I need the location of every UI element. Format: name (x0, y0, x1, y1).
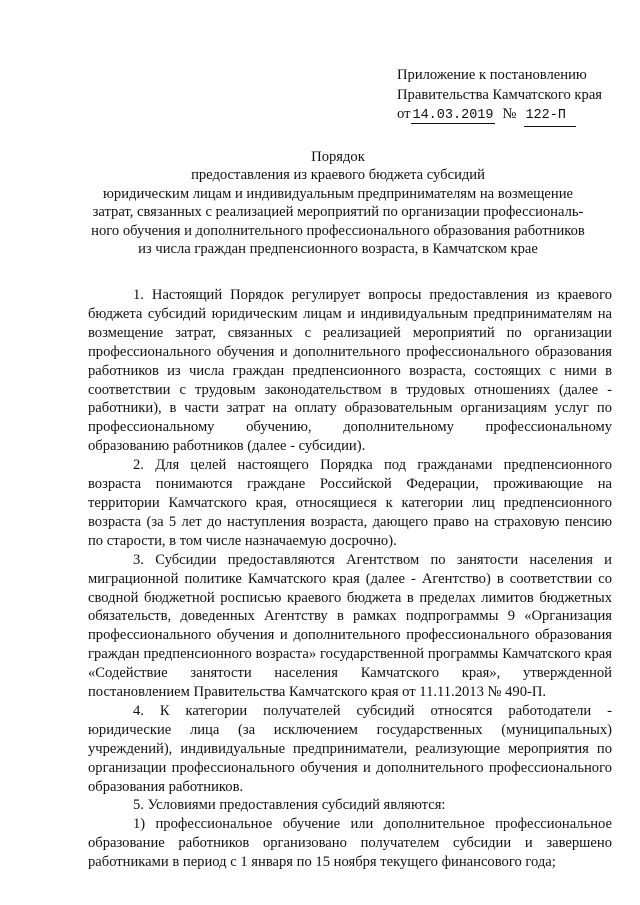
document-body (88, 286, 612, 872)
document-title (88, 148, 588, 258)
title-line-3: затрат, связанных с реализацией мероприятий по организации профессиональ- (92, 204, 584, 221)
title-line-4: ного обучения и дополнительного профессионального образования работников (91, 222, 585, 239)
appendix-line-1: Приложение к постановлению (397, 67, 587, 83)
appendix-number-label: № (502, 106, 517, 122)
appendix-date: 14.03.2019 (412, 108, 494, 123)
appendix-prefix: от (397, 106, 411, 122)
paragraph-4: 4. К категории получателей субсидий относятся работодатели - юридические лица (за исключением государственных (муниципальных) учреждений), индивидуальные предприниматели, реализующие мероприятия по организации профессионального обучения и дополнительного профессионального образования работников. (88, 702, 612, 795)
title-line-2: юридическим лицам и индивидуальным предпринимателям на возмещение (103, 185, 573, 202)
paragraph-3: 3. Субсидии предоставляются Агентством по занятости населения и миграционной политике Камчатского края (далее - Агентство) в соответствии со сводной бюджетной росписью краевого бюджета в пределах лимитов бюджетных обязательств, доведенных Агентству в рамках подпрограммы 9 «Организация профессионального обучения и дополнительного профессионального образования граждан предпенсионного возраста» государственной программы Камчатского края «Содействие занятости населения Камчатского края», утвержденной постановлением Правительства Камчатского края от 11.11.2013 № 490-П. (88, 551, 612, 701)
appendix-line-2: Правительства Камчатского края (397, 86, 603, 103)
title-line-5: из числа граждан предпенсионного возраста, в Камчатском крае (138, 241, 538, 258)
appendix-number: 122-П (524, 106, 576, 127)
title-heading: Порядок (311, 149, 365, 165)
paragraph-5-item-1: 1) профессиональное обучение или дополнительное профессиональное образование работников организовано получателем субсидии и завершено работниками в период с 1 января по 15 ноября текущего финансового года; (88, 816, 612, 871)
paragraph-1: 1. Настоящий Порядок регулирует вопросы предоставления из краевого бюджета субсидий юридическим лицам и индивидуальным предпринимателям на возмещение затрат, связанных с реализацией мероприятий по организации профессионального обучения и дополнительного профессионального образования работников из числа граждан предпенсионного возраста, состоящих с ними в соответствии с трудовым законодательством в трудовых отношениях (далее - работники), в части затрат на оплату образовательным организациям услуг по профессиональному обучению, дополнительному профессиональному образованию работников (далее - субсидии). (88, 287, 612, 455)
appendix-block (397, 66, 633, 127)
paragraph-5: 5. Условиями предоставления субсидий являются: (133, 797, 446, 814)
title-line-1: предоставления из краевого бюджета субсидий (191, 167, 485, 184)
paragraph-2: 2. Для целей настоящего Порядка под гражданами предпенсионного возраста понимаются граждане Российской Федерации, проживающие на территории Камчатского края, относящиеся к категории лиц предпенсионного возраста (за 5 лет до наступления возраста, дающего право на страховую пенсию по старости, в том числе назначаемую досрочно). (88, 457, 612, 549)
appendix-line-3 (397, 105, 633, 127)
